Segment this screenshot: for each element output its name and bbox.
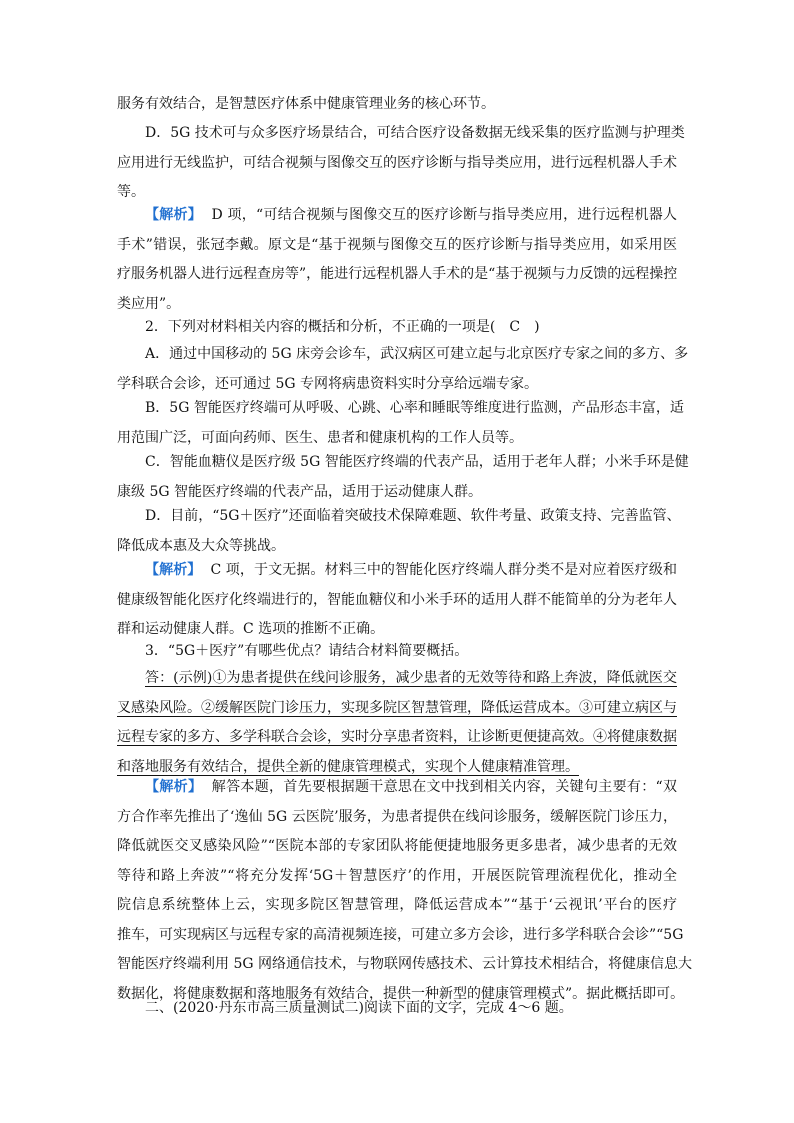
- text-line: 类应用”。: [117, 295, 181, 312]
- text-line: 2．下列对材料相关内容的概括和分析，不正确的一项是( C ): [145, 319, 540, 335]
- analysis-tag: 【解析】: [145, 779, 203, 795]
- text-line: 二、(2020·丹东市高三质量测试二)阅读下面的文字，完成 4～6 题。: [145, 1000, 573, 1016]
- option-2b: [117, 394, 684, 453]
- text-line: 【解析】 D 项，“可结合视频与图像交互的医疗诊断与指导类应用，进行远程机器人: [145, 207, 678, 223]
- option-2d: [117, 502, 681, 561]
- text-line: 应用进行无线监护，可结合视频与图像交互的医疗诊断与指导类应用，进行远程机器人手术: [117, 154, 677, 171]
- question-2: [117, 313, 677, 343]
- text-line: 推车，可实现病区与远程专家的高清视频连接，可建立多方会诊，进行多学科联合会诊”“5G: [117, 926, 684, 943]
- analysis-1: [117, 201, 677, 319]
- text-line: 群和运动健康人群。C 选项的推断不正确。: [117, 621, 385, 637]
- text-line: 服务有效结合，是智慧医疗体系中健康管理业务的核心环节。: [117, 96, 495, 112]
- section-2-heading: [117, 994, 677, 1024]
- text-line: 学科联合会诊，还可通过 5G 专网将病患资料实时分享给远端专家。: [117, 375, 538, 392]
- analysis-3: [117, 773, 692, 1009]
- answer-3: [117, 664, 677, 782]
- text-line: 远程专家的多方、多学科联合会诊，实时分享患者资料，让诊断更便捷高效。④将健康数据: [117, 729, 677, 745]
- text-line: 降低就医交叉感染风险”“医院本部的专家团队将能便捷地服务更多患者，减少患者的无效: [117, 838, 677, 854]
- paragraph-intro-tail: [117, 90, 677, 120]
- text-line: D．目前，“5G＋医疗”还面临着突破技术保障难题、软件考量、政策支持、完善监管、: [145, 508, 681, 524]
- text-line: 院信息系统整体上云，实现多院区智慧管理，降低运营成本”“基于‘云视讯’平台的医疗: [117, 897, 677, 913]
- option-2a: [117, 340, 689, 399]
- option-d-q1: [117, 119, 685, 208]
- text-line: A．通过中国移动的 5G 床旁会诊车，武汉病区可建立起与北京医疗专家之间的多方、多: [145, 346, 689, 362]
- text-line: 疗服务机器人进行远程查房等”，能进行远程机器人手术的是“基于视频与力反馈的远程操控: [117, 266, 678, 282]
- option-2c: [117, 448, 689, 507]
- analysis-tag: 【解析】: [145, 207, 203, 223]
- text-line: C．智能血糖仪是医疗级 5G 智能医疗终端的代表产品，适用于老年人群；小米手环是健: [145, 454, 689, 470]
- text-line: 智能医疗终端利用 5G 网络通信技术，与物联网传感技术、云计算技术相结合，将健康信息大: [117, 956, 692, 972]
- text-line: 手术”错误，张冠李戴。原文是“基于视频与图像交互的医疗诊断与指导类应用，如采用医: [117, 236, 677, 253]
- text-line: 3．“5G＋医疗”有哪些优点？请结合材料简要概括。: [145, 643, 469, 659]
- text-line: 方合作率先推出了‘逸仙 5G 云医院’服务，为患者提供在线问诊服务，缓解医院门诊压力，: [117, 808, 677, 825]
- analysis-tag: 【解析】: [145, 562, 202, 578]
- text-line: 【解析】 解答本题，首先要根据题干意思在文中找到相关内容，关键句主要有：“双: [145, 779, 678, 795]
- text-line: 和落地服务有效结合，提供全新的健康管理模式，实现个人健康精准管理。: [117, 758, 579, 775]
- text-line: 叉感染风险。②缓解医院门诊压力，实现多院区智慧管理，降低运营成本。③可建立病区与: [117, 699, 677, 716]
- text-line: D．5G 技术可与众多医疗场景结合，可结合医疗设备数据无线采集的医疗监测与护理类: [145, 125, 685, 141]
- text-line: 【解析】 C 项，于文无据。材料三中的智能化医疗终端人群分类不是对应着医疗级和: [145, 562, 677, 578]
- text-line: 等待和路上奔波”“将充分发挥‘5G＋智慧医疗’的作用，开展医院管理流程优化，推动全: [117, 867, 677, 884]
- text-line: 康级 5G 智能医疗终端的代表产品，适用于运动健康人群。: [117, 483, 482, 500]
- text-line: 数据化，将健康数据和落地服务有效结合，提供一种新型的健康管理模式”。据此概括即可。: [117, 985, 685, 1002]
- text-line: B．5G 智能医疗终端可从呼吸、心跳、心率和睡眠等维度进行监测，产品形态丰富，适: [145, 400, 684, 416]
- question-3: [117, 637, 677, 667]
- text-line: 答：(示例)①为患者提供在线问诊服务，减少患者的无效等待和路上奔波，降低就医交: [145, 670, 677, 686]
- analysis-2: [117, 556, 677, 645]
- text-line: 健康级智能化医疗化终端进行的，智能血糖仪和小米手环的适用人群不能简单的分为老年人: [117, 591, 677, 608]
- text-line: 用范围广泛，可面向药师、医生、患者和健康机构的工作人员等。: [117, 429, 523, 446]
- text-line: 等。: [117, 184, 145, 200]
- text-line: 降低成本惠及大众等挑战。: [117, 537, 285, 554]
